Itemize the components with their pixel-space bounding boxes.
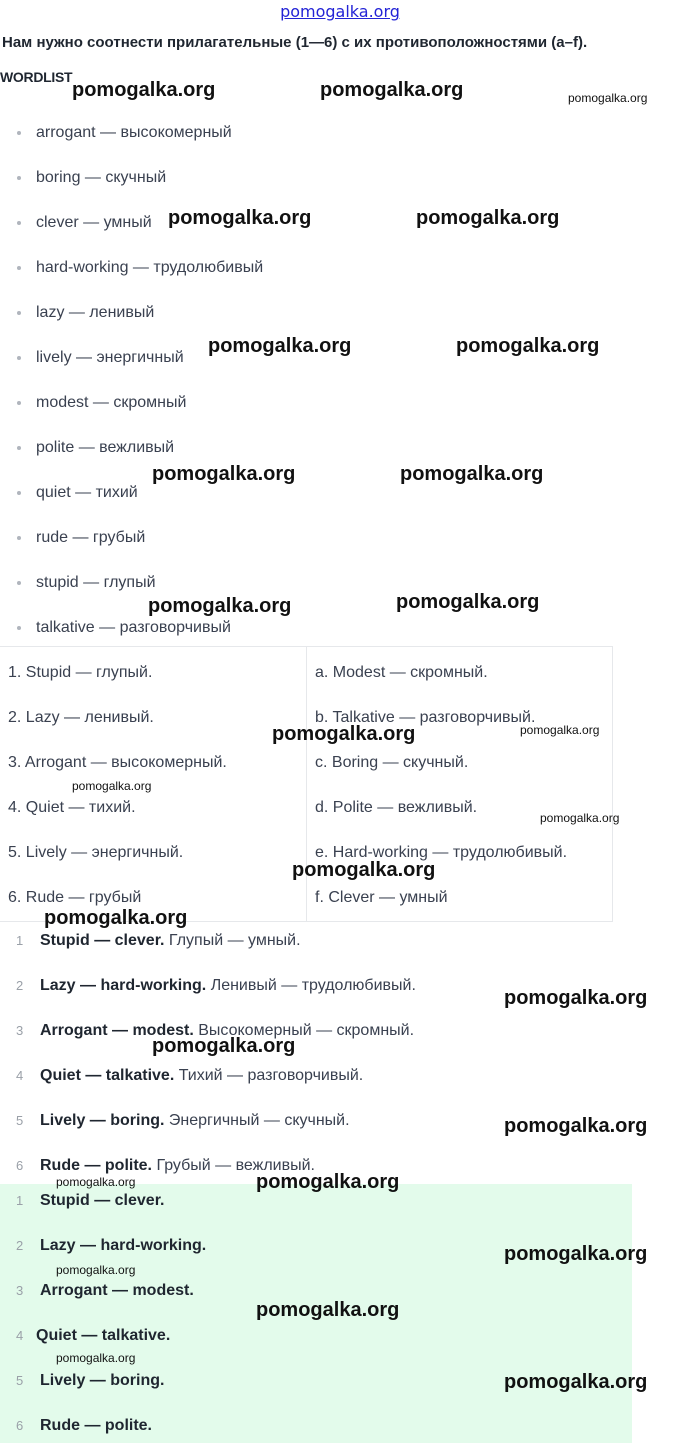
watermark: pomogalka.org <box>292 859 436 881</box>
answer-number: 2 <box>16 978 24 993</box>
wordlist-item: clever — умный <box>0 202 680 247</box>
summary-number: 6 <box>16 1418 24 1433</box>
bullet-icon <box>17 401 21 405</box>
wordlist-item: talkative — разговорчивый <box>0 607 680 652</box>
table-cell: b. Talkative — разговорчивый. <box>315 709 536 726</box>
summary-number: 1 <box>16 1193 24 1208</box>
table-cell: f. Clever — умный <box>315 889 448 906</box>
table-cell: 6. Rude — грубый <box>8 889 142 906</box>
answer-translation: Грубый — вежливый. <box>152 1157 315 1174</box>
wordlist-item: boring — скучный <box>0 157 680 202</box>
bullet-icon <box>17 131 21 135</box>
answer-translation: Глупый — умный. <box>164 932 301 949</box>
answer-pair: Lively — boring. <box>40 1112 165 1129</box>
answer-number: 5 <box>16 1113 24 1128</box>
summary-row <box>0 1409 632 1454</box>
summary-pair: Stupid — clever. <box>40 1192 165 1209</box>
wordlist-item: polite — вежливый <box>0 427 680 472</box>
answer-translation: Энергичный — скучный. <box>164 1112 350 1129</box>
summary-pair: Arrogant — modest. <box>40 1282 194 1299</box>
table-cell: a. Modest — скромный. <box>315 664 488 681</box>
watermark: pomogalka.org <box>152 463 296 485</box>
watermark: pomogalka.org <box>320 79 464 101</box>
watermark: pomogalka.org <box>152 1035 296 1057</box>
wordlist-item: lively — энергичный <box>0 337 680 382</box>
watermark: pomogalka.org <box>520 723 600 737</box>
summary-number: 4 <box>16 1328 24 1343</box>
answer-row <box>0 1008 680 1053</box>
bullet-icon <box>17 536 21 540</box>
wordlist-item: rude — грубый <box>0 517 680 562</box>
bullet-icon <box>17 446 21 450</box>
watermark: pomogalka.org <box>256 1171 400 1193</box>
watermark: pomogalka.org <box>56 1175 136 1189</box>
wordlist-item: modest — скромный <box>0 382 680 427</box>
table-cell: 3. Arrogant — высокомерный. <box>8 754 227 771</box>
answer-pair: Arrogant — modest. <box>40 1022 194 1039</box>
answer-pair: Quiet — talkative. <box>40 1067 175 1084</box>
bullet-icon <box>17 176 21 180</box>
table-cell: e. Hard-working — трудолюбивый. <box>315 844 568 861</box>
bullet-icon <box>17 626 21 630</box>
wordlist-item: stupid — глупый <box>0 562 680 607</box>
answer-number: 6 <box>16 1158 24 1173</box>
answer-row <box>0 1053 680 1098</box>
wordlist-item: hard-working — трудолюбивый <box>0 247 680 292</box>
table-cell: 2. Lazy — ленивый. <box>8 709 154 726</box>
watermark: pomogalka.org <box>504 1371 648 1393</box>
answer-translation: Высокомерный — скромный. <box>193 1022 415 1039</box>
wordlist-item: lazy — ленивый <box>0 292 680 337</box>
watermark: pomogalka.org <box>504 1243 648 1265</box>
watermark: pomogalka.org <box>456 335 600 357</box>
bullet-icon <box>17 356 21 360</box>
summary-number: 5 <box>16 1373 24 1388</box>
watermark: pomogalka.org <box>272 723 416 745</box>
bullet-icon <box>17 266 21 270</box>
bullet-icon <box>17 311 21 315</box>
summary-number: 2 <box>16 1238 24 1253</box>
table-cell: c. Boring — скучный. <box>315 754 469 771</box>
table-cell: 1. Stupid — глупый. <box>8 664 153 681</box>
site-link[interactable]: pomogalka.org <box>280 2 400 21</box>
summary-pair: Quiet — talkative. <box>36 1327 171 1344</box>
bullet-icon <box>17 581 21 585</box>
summary-pair: Lively — boring. <box>40 1372 165 1389</box>
bullet-icon <box>17 491 21 495</box>
watermark: pomogalka.org <box>504 1115 648 1137</box>
summary-pair: Lazy — hard-working. <box>40 1237 207 1254</box>
answers-list <box>0 918 680 1188</box>
summary-number: 3 <box>16 1283 24 1298</box>
watermark: pomogalka.org <box>148 595 292 617</box>
watermark: pomogalka.org <box>400 463 544 485</box>
watermark: pomogalka.org <box>72 779 152 793</box>
wordlist <box>0 112 680 652</box>
watermark: pomogalka.org <box>540 811 620 825</box>
table-cell: d. Polite — вежливый. <box>315 799 478 816</box>
answer-pair: Lazy — hard-working. <box>40 977 207 994</box>
wordlist-item: arrogant — высокомерный <box>0 112 680 157</box>
answer-translation: Тихий — разговорчивый. <box>174 1067 364 1084</box>
summary-pair: Rude — polite. <box>40 1417 152 1434</box>
watermark: pomogalka.org <box>56 1351 136 1365</box>
wordlist-item: quiet — тихий <box>0 472 680 517</box>
answer-pair: Rude — polite. <box>40 1157 152 1174</box>
watermark: pomogalka.org <box>396 591 540 613</box>
answer-number: 4 <box>16 1068 24 1083</box>
wordlist-heading: WORDLIST <box>0 69 73 85</box>
answer-translation: Ленивый — трудолюбивый. <box>206 977 416 994</box>
table-column-adjectives <box>0 647 307 921</box>
watermark: pomogalka.org <box>44 907 188 929</box>
watermark: pomogalka.org <box>72 79 216 101</box>
watermark: pomogalka.org <box>168 207 312 229</box>
watermark: pomogalka.org <box>568 91 648 105</box>
table-cell: 5. Lively — энергичный. <box>8 844 184 861</box>
watermark: pomogalka.org <box>208 335 352 357</box>
watermark: pomogalka.org <box>416 207 560 229</box>
watermark: pomogalka.org <box>504 987 648 1009</box>
table-cell: 4. Quiet — тихий. <box>8 799 136 816</box>
watermark: pomogalka.org <box>56 1263 136 1277</box>
watermark: pomogalka.org <box>256 1299 400 1321</box>
answer-number: 3 <box>16 1023 24 1038</box>
task-instruction: Нам нужно соотнести прилагательные (1—6) с их противоположностями (a–f). <box>2 34 588 51</box>
answer-number: 1 <box>16 933 24 948</box>
answer-pair: Stupid — clever. <box>40 932 165 949</box>
bullet-icon <box>17 221 21 225</box>
